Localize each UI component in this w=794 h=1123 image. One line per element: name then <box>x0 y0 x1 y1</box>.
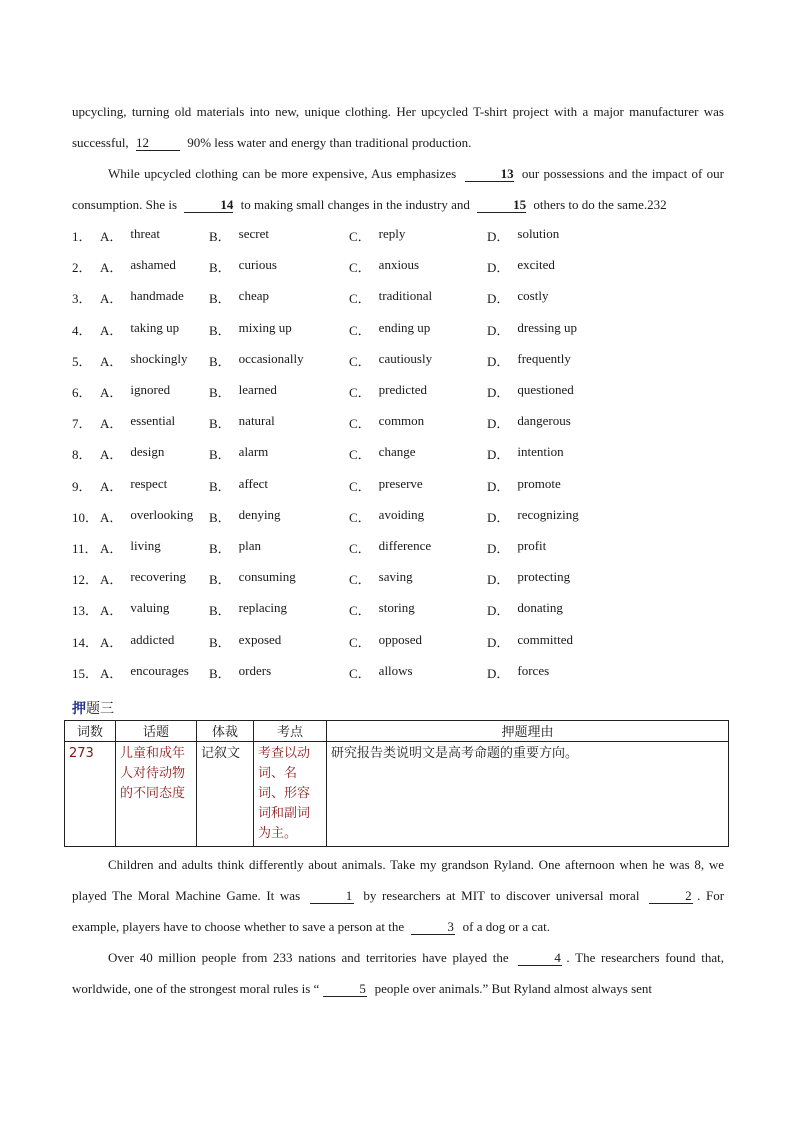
cell-reason: 研究报告类说明文是高考命题的重要方向。 <box>327 741 729 846</box>
option-text: occasionally <box>238 350 304 366</box>
option-letter: D． <box>487 665 510 681</box>
option-letter: C． <box>349 540 371 556</box>
option-d <box>487 632 637 651</box>
option-a <box>100 351 209 370</box>
option-d <box>487 600 637 619</box>
question-number: 9． <box>72 478 92 494</box>
option-text: dangerous <box>517 413 571 429</box>
option-letter: C． <box>349 416 371 432</box>
option-text: taking up <box>130 319 180 335</box>
header-reason: 押题理由 <box>327 720 729 741</box>
option-row <box>72 501 724 532</box>
question-number: 14． <box>72 634 99 650</box>
option-text: frequently <box>517 350 571 366</box>
option-letter: A． <box>100 603 123 619</box>
option-letter: C． <box>349 634 371 650</box>
passage-text: While upcycled clothing can be more expensive, Aus emphasizes <box>108 166 457 181</box>
cell-words: 273 <box>65 741 116 846</box>
passage-paragraph <box>72 849 724 942</box>
option-a <box>100 257 209 276</box>
option-d <box>487 476 637 495</box>
option-letter: A． <box>100 665 123 681</box>
passage-text: . For example, players have to choose whether to save a person at the <box>72 887 725 934</box>
option-row <box>72 563 724 594</box>
option-letter: A． <box>100 229 123 245</box>
section-heading <box>72 698 724 720</box>
option-text: saving <box>378 569 413 585</box>
header-points: 考点 <box>254 720 327 741</box>
option-row <box>72 594 724 625</box>
option-b <box>209 351 349 370</box>
option-text: opposed <box>378 631 423 647</box>
option-text: handmade <box>130 288 184 304</box>
option-b <box>209 413 349 432</box>
option-c <box>349 351 487 370</box>
option-c <box>349 413 487 432</box>
option-text: forces <box>517 662 550 678</box>
option-c <box>349 569 487 588</box>
option-text: anxious <box>378 257 420 273</box>
option-letter: C． <box>349 353 371 369</box>
option-a <box>100 288 209 307</box>
option-d <box>487 663 637 682</box>
blank-3: 3 <box>411 920 455 935</box>
option-b <box>209 288 349 307</box>
option-c <box>349 538 487 557</box>
option-d <box>487 320 637 339</box>
option-text: change <box>378 444 416 460</box>
option-d <box>487 413 637 432</box>
option-text: living <box>130 537 161 553</box>
option-letter: D． <box>487 634 510 650</box>
option-d <box>487 257 637 276</box>
option-text: secret <box>238 226 269 242</box>
option-text: profit <box>517 537 547 553</box>
option-d <box>487 351 637 370</box>
option-letter: D． <box>487 416 510 432</box>
question-number: 13． <box>72 603 99 619</box>
option-letter: A． <box>100 572 123 588</box>
option-letter: A． <box>100 416 123 432</box>
option-a <box>100 507 209 526</box>
option-c <box>349 257 487 276</box>
option-letter: B． <box>209 322 231 338</box>
option-a <box>100 600 209 619</box>
passage-paragraph <box>72 96 724 158</box>
option-text: donating <box>517 600 563 616</box>
blank-14: 14 <box>184 198 233 213</box>
cell-points: 考查以动词、名词、形容词和副词为主。 <box>254 741 327 846</box>
option-letter: A． <box>100 291 123 307</box>
option-text: intention <box>517 444 564 460</box>
option-text: solution <box>517 226 560 242</box>
option-letter: B． <box>209 447 231 463</box>
option-c <box>349 320 487 339</box>
question-number: 5． <box>72 353 92 369</box>
option-d <box>487 382 637 401</box>
passage-text: others to do the same.232 <box>533 197 667 212</box>
option-letter: D． <box>487 509 510 525</box>
header-genre: 体裁 <box>197 720 254 741</box>
option-letter: A． <box>100 260 123 276</box>
option-a <box>100 226 209 245</box>
option-b <box>209 569 349 588</box>
option-text: recognizing <box>517 506 579 522</box>
option-a <box>100 476 209 495</box>
option-c <box>349 632 487 651</box>
question-number: 8． <box>72 447 92 463</box>
info-table <box>64 720 729 847</box>
passage-text: upcycling, turning old materials into new, unique clothing. Her upcycled T-shirt project with a major manufacturer was successful, <box>72 104 724 150</box>
blank-1: 1 <box>310 889 354 904</box>
option-letter: B． <box>209 665 231 681</box>
option-b <box>209 320 349 339</box>
option-b <box>209 444 349 463</box>
option-text: overlooking <box>130 506 194 522</box>
cell-genre: 记叙文 <box>197 741 254 846</box>
option-letter: B． <box>209 540 231 556</box>
passage-paragraph <box>72 158 724 220</box>
table-row <box>65 741 729 846</box>
question-number: 11． <box>72 540 98 556</box>
passage-text: people over animals.” But Ryland almost always sent <box>374 980 653 996</box>
question-number: 2． <box>72 260 92 276</box>
header-topic: 话题 <box>116 720 197 741</box>
option-letter: D． <box>487 291 510 307</box>
option-letter: D． <box>487 385 510 401</box>
option-letter: B． <box>209 634 231 650</box>
option-b <box>209 382 349 401</box>
option-text: cautiously <box>378 350 433 366</box>
option-row <box>72 657 724 688</box>
option-text: encourages <box>130 662 189 678</box>
option-row <box>72 251 724 282</box>
option-text: ending up <box>378 319 431 335</box>
option-b <box>209 663 349 682</box>
option-letter: C． <box>349 291 371 307</box>
passage-paragraph <box>72 942 724 1004</box>
question-number: 6． <box>72 385 92 401</box>
option-d <box>487 226 637 245</box>
option-a <box>100 569 209 588</box>
option-text: ignored <box>130 382 171 398</box>
header-words: 词数 <box>65 720 116 741</box>
option-letter: C． <box>349 665 371 681</box>
option-row <box>72 282 724 313</box>
option-text: curious <box>238 257 277 273</box>
option-text: design <box>130 444 165 460</box>
option-letter: A． <box>100 322 123 338</box>
option-row <box>72 220 724 251</box>
option-a <box>100 663 209 682</box>
passage-text: Over 40 million people from 233 nations and territories have played the <box>108 949 509 965</box>
option-row <box>72 407 724 438</box>
option-text: common <box>378 413 425 429</box>
option-text: replacing <box>238 600 288 616</box>
option-text: plan <box>238 537 262 553</box>
option-row <box>72 438 724 469</box>
option-d <box>487 507 637 526</box>
option-a <box>100 538 209 557</box>
option-letter: A． <box>100 353 123 369</box>
option-letter: C． <box>349 447 371 463</box>
passage-text: to making small changes in the industry and <box>240 197 470 212</box>
option-letter: B． <box>209 291 231 307</box>
blank-4: 4 <box>518 951 562 966</box>
option-text: allows <box>378 662 413 678</box>
option-letter: A． <box>100 385 123 401</box>
option-a <box>100 632 209 651</box>
option-letter: C． <box>349 603 371 619</box>
options-list <box>72 220 724 688</box>
document-page <box>69 96 725 1004</box>
option-c <box>349 476 487 495</box>
option-c <box>349 226 487 245</box>
option-row <box>72 345 724 376</box>
option-row <box>72 532 724 563</box>
option-row <box>72 314 724 345</box>
option-letter: B． <box>209 260 231 276</box>
option-letter: D． <box>487 478 510 494</box>
option-letter: C． <box>349 322 371 338</box>
option-text: storing <box>378 600 415 616</box>
option-a <box>100 382 209 401</box>
option-b <box>209 476 349 495</box>
option-b <box>209 632 349 651</box>
question-number: 1． <box>72 229 92 245</box>
question-number: 7． <box>72 416 92 432</box>
option-letter: B． <box>209 385 231 401</box>
option-text: respect <box>130 475 168 491</box>
option-letter: A． <box>100 478 123 494</box>
blank-13: 13 <box>465 167 514 182</box>
option-text: cheap <box>238 288 269 304</box>
option-letter: B． <box>209 603 231 619</box>
option-text: excited <box>517 257 555 273</box>
option-c <box>349 288 487 307</box>
blank-5: 5 <box>323 982 367 997</box>
option-text: costly <box>517 288 549 304</box>
option-c <box>349 382 487 401</box>
option-text: shockingly <box>130 350 188 366</box>
option-letter: B． <box>209 416 231 432</box>
option-letter: B． <box>209 229 231 245</box>
option-d <box>487 288 637 307</box>
option-a <box>100 413 209 432</box>
option-text: avoiding <box>378 506 425 522</box>
option-letter: C． <box>349 572 371 588</box>
option-letter: C． <box>349 478 371 494</box>
blank-12: 12 <box>136 136 180 151</box>
option-letter: C． <box>349 509 371 525</box>
section-title: 题三 <box>86 700 114 717</box>
option-d <box>487 444 637 463</box>
option-b <box>209 538 349 557</box>
option-a <box>100 320 209 339</box>
option-text: predicted <box>378 382 428 398</box>
option-b <box>209 600 349 619</box>
option-text: ashamed <box>130 257 176 273</box>
option-letter: D． <box>487 353 510 369</box>
option-letter: D． <box>487 447 510 463</box>
option-a <box>100 444 209 463</box>
table-header-row <box>65 720 729 741</box>
option-b <box>209 257 349 276</box>
option-text: consuming <box>238 569 296 585</box>
option-d <box>487 538 637 557</box>
option-letter: C． <box>349 229 371 245</box>
option-letter: D． <box>487 572 510 588</box>
question-number: 4． <box>72 322 92 338</box>
option-text: exposed <box>238 631 282 647</box>
option-letter: B． <box>209 353 231 369</box>
option-letter: D． <box>487 322 510 338</box>
option-text: reply <box>378 226 406 242</box>
option-text: denying <box>238 506 281 522</box>
passage-text: . The researchers found that, worldwide, one of the strongest moral rules is “ <box>72 949 724 996</box>
passage-text: of a dog or a cat. <box>462 918 550 934</box>
option-text: preserve <box>378 475 423 491</box>
option-text: affect <box>238 475 269 491</box>
section-mark: 押 <box>72 700 86 717</box>
option-text: recovering <box>130 569 186 585</box>
option-letter: D． <box>487 540 510 556</box>
question-number: 3． <box>72 291 92 307</box>
option-c <box>349 444 487 463</box>
question-number: 12． <box>72 572 99 588</box>
option-text: traditional <box>378 288 433 304</box>
question-number: 15． <box>72 665 99 681</box>
option-text: committed <box>517 631 573 647</box>
option-text: mixing up <box>238 319 292 335</box>
blank-2: 2 <box>649 889 693 904</box>
cell-topic: 儿童和成年人对待动物的不同态度 <box>116 741 197 846</box>
question-number: 10． <box>72 509 99 525</box>
option-letter: C． <box>349 260 371 276</box>
passage-text: by researchers at MIT to discover universal moral <box>363 887 640 903</box>
option-text: natural <box>238 413 275 429</box>
option-text: protecting <box>517 569 571 585</box>
blank-15: 15 <box>477 198 526 213</box>
option-d <box>487 569 637 588</box>
passage-text: Children and adults think differently about animals. Take my grandson Ryland. One afternoon when he was 8, we played The Moral Machine Game. It was <box>72 856 724 903</box>
option-letter: D． <box>487 603 510 619</box>
option-letter: B． <box>209 478 231 494</box>
option-letter: A． <box>100 634 123 650</box>
option-letter: C． <box>349 385 371 401</box>
option-text: valuing <box>130 600 170 616</box>
option-row <box>72 376 724 407</box>
option-text: alarm <box>238 444 269 460</box>
option-text: promote <box>517 475 561 491</box>
option-letter: B． <box>209 572 231 588</box>
option-text: questioned <box>517 382 574 398</box>
option-letter: A． <box>100 447 123 463</box>
option-c <box>349 600 487 619</box>
option-text: orders <box>238 662 272 678</box>
option-text: threat <box>130 226 160 242</box>
option-letter: A． <box>100 540 123 556</box>
option-letter: A． <box>100 509 123 525</box>
option-b <box>209 507 349 526</box>
passage-text: our possessions and the impact of our consumption. She is <box>72 166 725 212</box>
option-row <box>72 625 724 656</box>
option-letter: D． <box>487 260 510 276</box>
option-text: addicted <box>130 631 175 647</box>
option-row <box>72 470 724 501</box>
option-text: difference <box>378 537 432 553</box>
option-b <box>209 226 349 245</box>
option-text: learned <box>238 382 277 398</box>
passage-text: 90% less water and energy than traditional production. <box>187 135 472 150</box>
option-c <box>349 663 487 682</box>
option-letter: D． <box>487 229 510 245</box>
option-letter: B． <box>209 509 231 525</box>
option-c <box>349 507 487 526</box>
option-text: essential <box>130 413 176 429</box>
option-text: dressing up <box>517 319 577 335</box>
